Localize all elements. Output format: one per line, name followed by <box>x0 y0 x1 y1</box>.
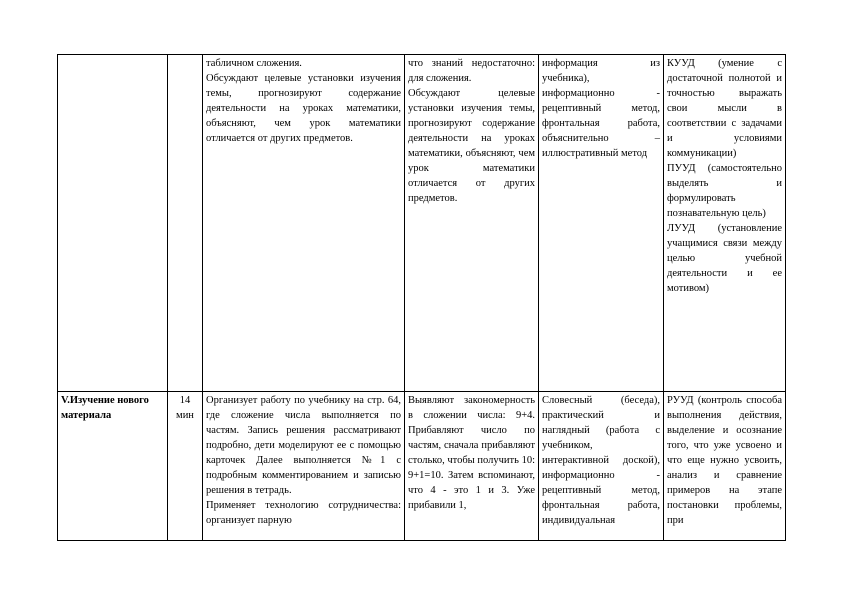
lesson-plan-table <box>57 54 786 541</box>
methods-paragraph: информация из учебника), информационно - рецептивный метод, фронтальная работа, объяснительно – иллюстративный метод <box>542 58 660 159</box>
student-activity-cell <box>405 55 539 392</box>
uud-paragraph: РУУД (контроль способа выполнения действия, выделение и осознание того, что уже усвоено и что еще нужно усвоить, анализ и сравнение примеров на этапе постановки проблемы, при <box>667 395 782 526</box>
student-paragraph: Обсуждают целевые установки изучения темы, прогнозируют содержание деятельности на уроках математики, объясняют, чем урок математики отличается от других предметов. <box>408 88 535 204</box>
stage-text: V.Изучение нового материала <box>61 395 149 421</box>
table-row <box>58 55 786 392</box>
teacher-paragraph: Обсуждают целевые установки изучения темы, прогнозируют содержание деятельности на уроках математики, объясняют, чем урок математики отличается от других предметов. <box>206 73 401 144</box>
student-paragraph: что знаний недостаточно: для сложения. <box>408 58 535 84</box>
uud-cell <box>664 392 786 541</box>
time-cell <box>168 392 203 541</box>
methods-paragraph: Словесный (беседа), практический и наглядный (работа с учебником, интерактивной доской), информационно - рецептивный метод, фронтальная работа, индивидуальная <box>542 395 660 526</box>
teacher-paragraph: Применяет технологию сотрудничества: организует парную <box>206 500 401 526</box>
time-text: 14 мин <box>176 395 194 421</box>
teacher-activity-cell <box>203 392 405 541</box>
stage-cell <box>58 392 168 541</box>
stage-cell <box>58 55 168 392</box>
methods-cell <box>539 55 664 392</box>
uud-paragraph: ПУУД (самостоятельно выделять и формулировать познавательную цель) <box>667 163 782 219</box>
table-row <box>58 392 786 541</box>
student-paragraph: Выявляют закономерность в сложении числа: 9+4. Прибавляют число по частям, сначала прибавляют столько, чтобы получить 10: 9+1=10. Затем вспоминают, что 4 - это 1 и 3. Уже прибавили 1, <box>408 395 535 511</box>
uud-cell <box>664 55 786 392</box>
uud-paragraph: КУУД (умение с достаточной полнотой и точностью выражать свои мысли в соответствии с задачами и условиями коммуникации) <box>667 58 782 159</box>
teacher-paragraph: табличном сложения. <box>206 58 302 69</box>
uud-paragraph: ЛУУД (установление учащимися связи между целью учебной деятельности и ее мотивом) <box>667 223 782 294</box>
student-activity-cell <box>405 392 539 541</box>
teacher-paragraph: Организует работу по учебнику на стр. 64, где сложение числа выполняется по частям. Запись решения рассматривают подробно, дети моделируют ее с помощью карточек Далее выполняется №1 с подробным комментированием и записью решения в тетрадь. <box>206 395 401 496</box>
time-cell <box>168 55 203 392</box>
teacher-activity-cell <box>203 55 405 392</box>
methods-cell <box>539 392 664 541</box>
